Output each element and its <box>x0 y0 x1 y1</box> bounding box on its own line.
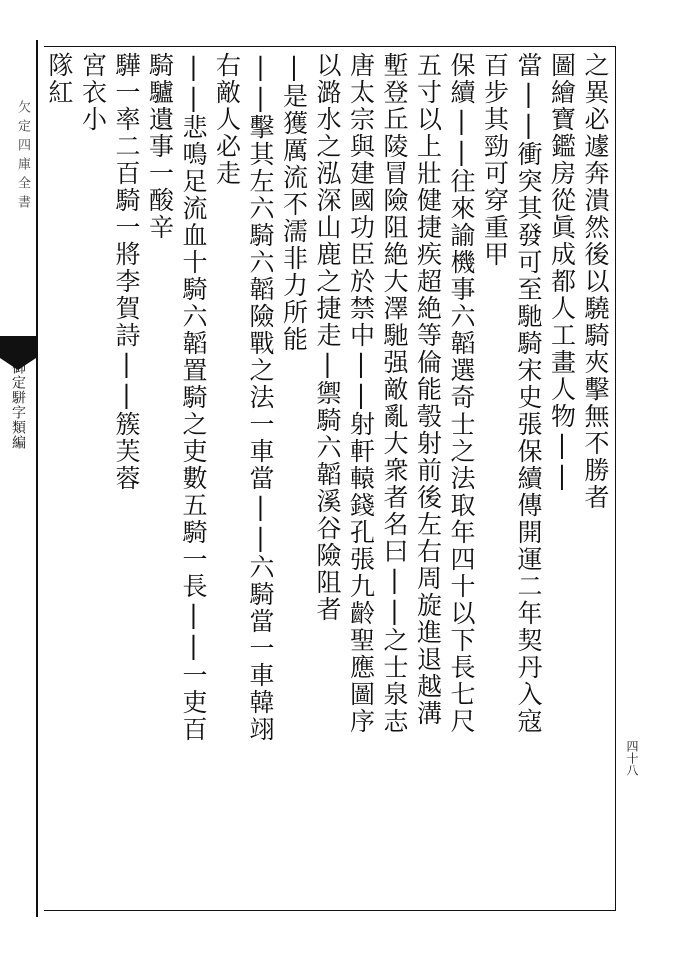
book-title: 御定駢字類編 <box>10 360 26 450</box>
margin-edge-text: 欠定四庫全書 <box>15 100 30 214</box>
text-column: 隊紅 <box>45 52 74 106</box>
text-column: 右敵人必走 <box>212 52 242 187</box>
text-column: 當||衝突其發可至馳騎宋史張保續傳開運二年契丹入寇 <box>514 52 543 735</box>
margin-rule <box>36 40 38 917</box>
fish-tail-mark <box>0 336 36 358</box>
text-column: 保續||往來諭機事六韜選奇士之法取年四十以下長七尺 <box>447 52 476 735</box>
text-column: 百步其勁可穿重甲 <box>480 52 510 268</box>
text-column: ||擊其左六騎六韜險戰之法一車當||六騎當一車韓翊 <box>246 52 275 743</box>
text-column: |是獲厲流不濡非力所能 <box>279 52 309 353</box>
page-margin-banxin <box>0 40 38 917</box>
text-column: 騎驢遺事一酸辛 <box>145 52 175 241</box>
text-column: 以潞水之泓深山鹿之捷走|禦騎六韜溪谷險阻者 <box>313 52 342 623</box>
text-column: 塹登丘陵冒險阻絶大澤馳强敵亂大衆者名曰||之士泉志 <box>380 52 409 735</box>
text-column: 驊一率二百騎一將李賀詩||簇芙蓉 <box>112 52 141 492</box>
text-column: 宮衣小 <box>78 52 108 133</box>
text-column: 圖繪寶鑑房從眞成都人工畫人物|| <box>547 52 577 492</box>
text-column: 唐太宗與建國功臣於禁中||射軒轅錢孔張九齡聖應圖序 <box>346 52 376 735</box>
text-column: ||悲鳴足流血十騎六韜置騎之吏數五騎一長||一吏百 <box>179 52 208 743</box>
page-number: 四十八 <box>625 740 639 776</box>
text-column: 之異必遽奔潰然後以驍騎夾擊無不勝者 <box>581 52 610 511</box>
text-column: 五寸以上壯健捷疾超絶等倫能彀射前後左右周旋進退越溝 <box>413 52 443 727</box>
